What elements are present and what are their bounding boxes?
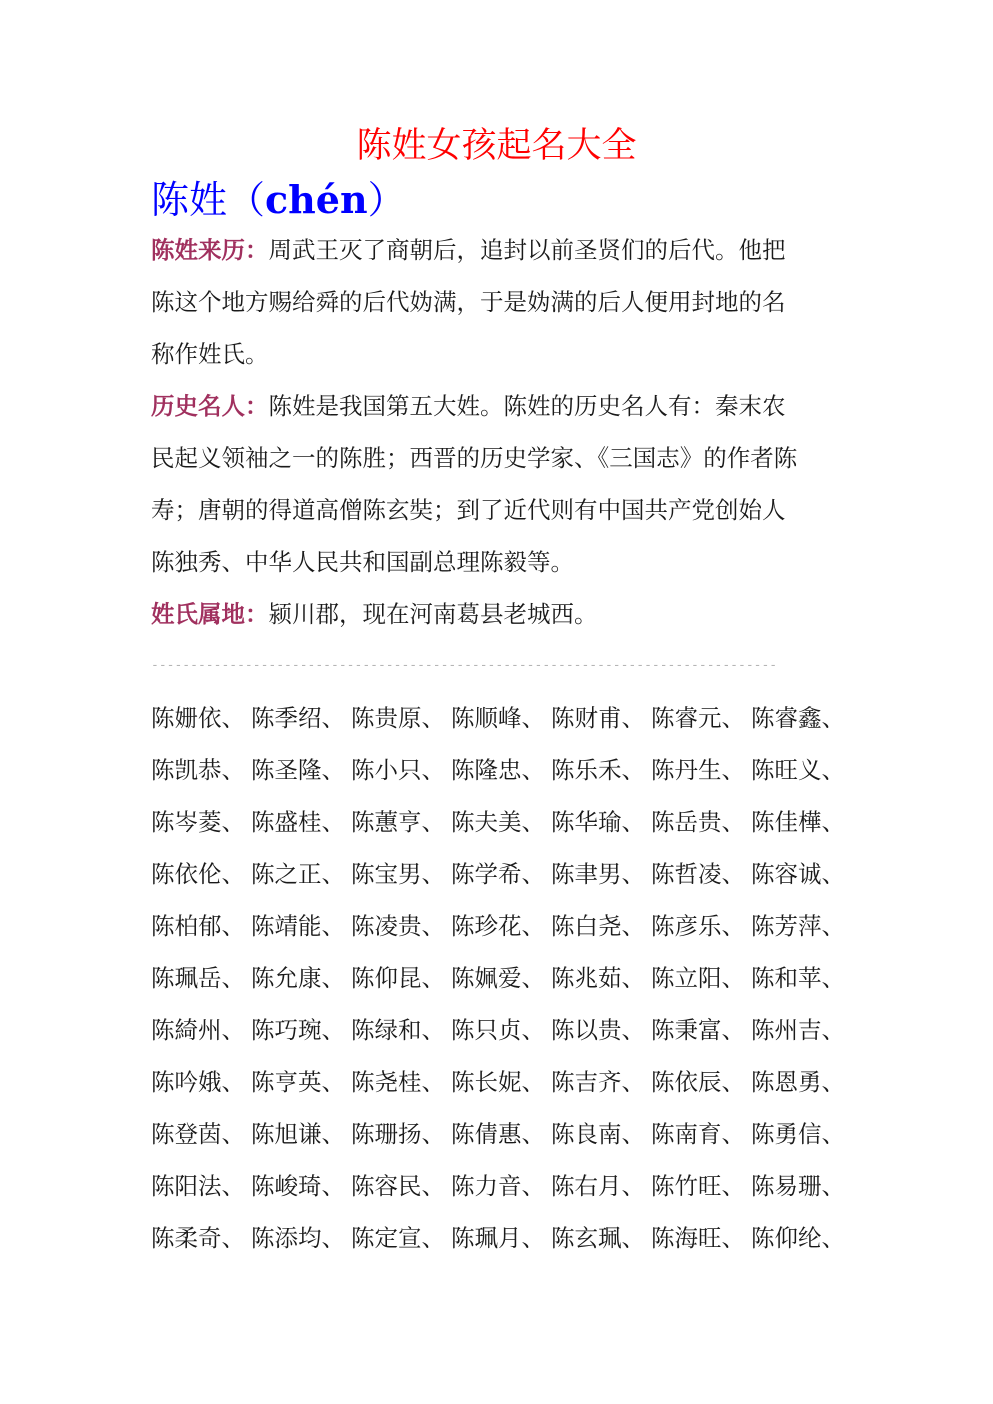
name-item: 陈贵原、 bbox=[351, 704, 445, 732]
region-label: 姓氏属地： bbox=[151, 600, 269, 628]
name-item: 陈尧桂、 bbox=[351, 1068, 445, 1096]
name-item: 陈乐禾、 bbox=[551, 756, 645, 784]
name-item: 陈依伦、 bbox=[151, 860, 245, 888]
famous-line: 民起义领袖之一的陈胜；西晋的历史学家、《三国志》的作者陈 bbox=[151, 444, 798, 472]
names-row bbox=[151, 692, 851, 744]
name-item: 陈圣隆、 bbox=[251, 756, 345, 784]
name-item: 陈财甫、 bbox=[551, 704, 645, 732]
name-item: 陈倩惠、 bbox=[451, 1120, 545, 1148]
region-section bbox=[151, 588, 851, 640]
region-line bbox=[151, 588, 851, 640]
name-item: 陈容民、 bbox=[351, 1172, 445, 1200]
name-item: 陈以贵、 bbox=[551, 1016, 645, 1044]
name-item: 陈白尧、 bbox=[551, 912, 645, 940]
name-item: 陈靖能、 bbox=[251, 912, 345, 940]
name-item: 陈盛桂、 bbox=[251, 808, 345, 836]
name-item: 陈允康、 bbox=[251, 964, 345, 992]
names-row bbox=[151, 1004, 851, 1056]
name-item: 陈岑菱、 bbox=[151, 808, 245, 836]
name-item: 陈良南、 bbox=[551, 1120, 645, 1148]
names-row bbox=[151, 744, 851, 796]
origin-line: 陈这个地方赐给舜的后代妫满，于是妫满的后人便用封地的名 bbox=[151, 288, 786, 316]
name-item: 陈绿和、 bbox=[351, 1016, 445, 1044]
names-row bbox=[151, 1212, 851, 1264]
name-item: 陈州吉、 bbox=[751, 1016, 845, 1044]
names-row bbox=[151, 1056, 851, 1108]
name-item: 陈姗依、 bbox=[151, 704, 245, 732]
name-item: 陈珮岳、 bbox=[151, 964, 245, 992]
name-item: 陈定宣、 bbox=[351, 1224, 445, 1252]
name-item: 陈立阳、 bbox=[651, 964, 745, 992]
section-divider: -------------------------------------------------------------------------------- bbox=[151, 658, 778, 673]
name-item: 陈只贞、 bbox=[451, 1016, 545, 1044]
name-item: 陈睿元、 bbox=[651, 704, 745, 732]
name-item: 陈柏郁、 bbox=[151, 912, 245, 940]
name-item: 陈长妮、 bbox=[451, 1068, 545, 1096]
name-item: 陈登茵、 bbox=[151, 1120, 245, 1148]
names-row bbox=[151, 900, 851, 952]
name-item: 陈竹旺、 bbox=[651, 1172, 745, 1200]
name-item: 陈阳法、 bbox=[151, 1172, 245, 1200]
famous-line bbox=[151, 380, 851, 432]
name-item: 陈之正、 bbox=[251, 860, 345, 888]
name-item: 陈添均、 bbox=[251, 1224, 345, 1252]
name-item: 陈旺义、 bbox=[751, 756, 845, 784]
name-item: 陈玄珮、 bbox=[551, 1224, 645, 1252]
name-item: 陈亨英、 bbox=[251, 1068, 345, 1096]
famous-label: 历史名人： bbox=[151, 392, 269, 420]
name-item: 陈吉齐、 bbox=[551, 1068, 645, 1096]
name-item: 陈隆忠、 bbox=[451, 756, 545, 784]
name-item: 陈秉富、 bbox=[651, 1016, 745, 1044]
name-item: 陈吟娥、 bbox=[151, 1068, 245, 1096]
famous-line: 寿；唐朝的得道高僧陈玄奘；到了近代则有中国共产党创始人 bbox=[151, 496, 786, 524]
page-title: 陈姓女孩起名大全 bbox=[356, 126, 637, 166]
name-item: 陈海旺、 bbox=[651, 1224, 745, 1252]
name-item: 陈和苹、 bbox=[751, 964, 845, 992]
name-item: 陈珮月、 bbox=[451, 1224, 545, 1252]
name-item: 陈宝男、 bbox=[351, 860, 445, 888]
name-item: 陈柔奇、 bbox=[151, 1224, 245, 1252]
famous-line: 陈独秀、中华人民共和国副总理陈毅等。 bbox=[151, 548, 574, 576]
name-item: 陈綺州、 bbox=[151, 1016, 245, 1044]
names-list bbox=[151, 692, 851, 1264]
name-item: 陈恩勇、 bbox=[751, 1068, 845, 1096]
origin-line: 称作姓氏。 bbox=[151, 340, 269, 368]
name-item: 陈睿鑫、 bbox=[751, 704, 845, 732]
name-item: 陈力音、 bbox=[451, 1172, 545, 1200]
name-item: 陈仰昆、 bbox=[351, 964, 445, 992]
famous-text: 陈姓是我国第五大姓。陈姓的历史名人有：秦末农 bbox=[268, 392, 786, 420]
region-text: 颍川郡，现在河南葛县老城西。 bbox=[268, 600, 598, 628]
names-row bbox=[151, 1160, 851, 1212]
origin-section bbox=[151, 224, 851, 380]
name-item: 陈峻琦、 bbox=[251, 1172, 345, 1200]
surname-pinyin: chén bbox=[265, 177, 368, 222]
name-item: 陈芳萍、 bbox=[751, 912, 845, 940]
name-item: 陈顺峰、 bbox=[451, 704, 545, 732]
origin-line bbox=[151, 224, 851, 276]
name-item: 陈姵爱、 bbox=[451, 964, 545, 992]
origin-text: 周武王灭了商朝后，追封以前圣贤们的后代。他把 bbox=[268, 236, 786, 264]
names-row bbox=[151, 1108, 851, 1160]
name-item: 陈珊扬、 bbox=[351, 1120, 445, 1148]
surname-heading-suffix: ） bbox=[367, 178, 406, 222]
origin-label: 陈姓来历： bbox=[151, 236, 269, 264]
name-item: 陈易珊、 bbox=[751, 1172, 845, 1200]
name-item: 陈佳樺、 bbox=[751, 808, 845, 836]
name-item: 陈季绍、 bbox=[251, 704, 345, 732]
name-item: 陈聿男、 bbox=[551, 860, 645, 888]
name-item: 陈右月、 bbox=[551, 1172, 645, 1200]
name-item: 陈丹生、 bbox=[651, 756, 745, 784]
name-item: 陈仰纶、 bbox=[751, 1224, 845, 1252]
name-item: 陈兆茹、 bbox=[551, 964, 645, 992]
name-item: 陈依辰、 bbox=[651, 1068, 745, 1096]
names-row bbox=[151, 796, 851, 848]
name-item: 陈凯恭、 bbox=[151, 756, 245, 784]
famous-people-section bbox=[151, 380, 851, 588]
name-item: 陈凌贵、 bbox=[351, 912, 445, 940]
name-item: 陈学希、 bbox=[451, 860, 545, 888]
names-row bbox=[151, 952, 851, 1004]
name-item: 陈彦乐、 bbox=[651, 912, 745, 940]
name-item: 陈容诚、 bbox=[751, 860, 845, 888]
surname-heading bbox=[151, 174, 406, 226]
name-item: 陈小只、 bbox=[351, 756, 445, 784]
name-item: 陈华瑜、 bbox=[551, 808, 645, 836]
name-item: 陈珍花、 bbox=[451, 912, 545, 940]
name-item: 陈岳贵、 bbox=[651, 808, 745, 836]
names-row bbox=[151, 848, 851, 900]
name-item: 陈哲凌、 bbox=[651, 860, 745, 888]
name-item: 陈南育、 bbox=[651, 1120, 745, 1148]
name-item: 陈旭谦、 bbox=[251, 1120, 345, 1148]
name-item: 陈巧琬、 bbox=[251, 1016, 345, 1044]
surname-heading-prefix: 陈姓（ bbox=[151, 178, 266, 222]
name-item: 陈夫美、 bbox=[451, 808, 545, 836]
name-item: 陈蕙亨、 bbox=[351, 808, 445, 836]
name-item: 陈勇信、 bbox=[751, 1120, 845, 1148]
